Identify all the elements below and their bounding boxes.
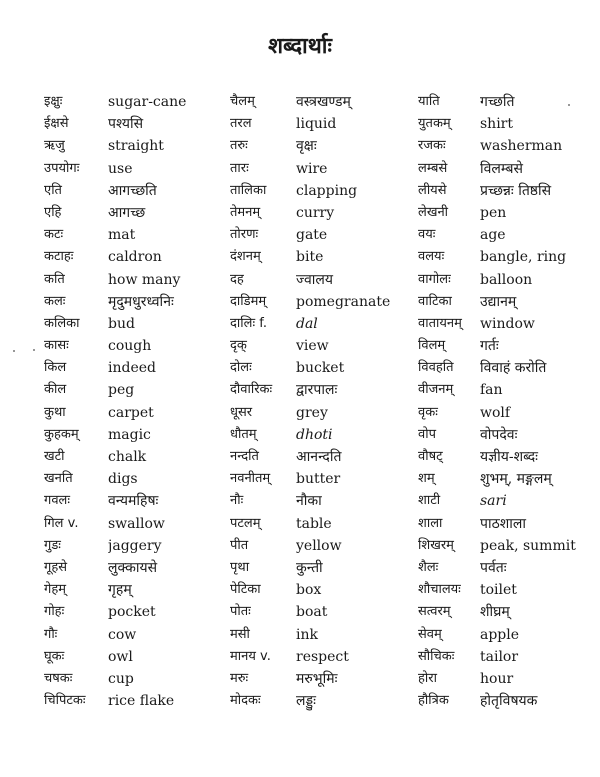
sanskrit-word: उपयोगः [44, 160, 80, 176]
glossary-entry [230, 135, 414, 157]
glossary-entry [230, 424, 414, 446]
word-meaning: respect [296, 648, 349, 665]
glossary-entry [418, 490, 598, 512]
sanskrit-word: गौः [44, 626, 58, 642]
sanskrit-word: पेटिका [230, 582, 261, 598]
word-meaning: magic [108, 426, 151, 443]
sanskrit-word: पीत [230, 537, 249, 553]
glossary-entry [44, 446, 222, 468]
glossary-entry [230, 91, 414, 113]
word-meaning: balloon [480, 271, 533, 288]
word-meaning: होतृविषयक [480, 693, 538, 710]
sanskrit-word: गिल v. [44, 515, 79, 531]
glossary-entry [230, 180, 414, 202]
word-meaning: sari [480, 493, 507, 510]
sanskrit-word: मरुः [230, 670, 249, 686]
glossary-entry [44, 557, 222, 579]
glossary-entry [230, 224, 414, 246]
glossary-entry [230, 357, 414, 379]
glossary-entry [44, 313, 222, 335]
sanskrit-word: धौतम् [230, 426, 257, 442]
word-meaning: mat [108, 227, 136, 244]
word-meaning: पर्वतः [480, 559, 507, 576]
word-meaning: caldron [108, 249, 162, 266]
word-meaning: cow [108, 626, 137, 643]
word-meaning: view [296, 338, 329, 355]
glossary-entry [44, 668, 222, 690]
glossary-entry [418, 579, 598, 601]
glossary-column-1 [44, 91, 222, 712]
sanskrit-word: तारः [230, 160, 249, 176]
glossary-entry [418, 690, 598, 712]
glossary-entry [418, 269, 598, 291]
word-meaning: boat [296, 604, 328, 621]
glossary-entry [418, 180, 598, 202]
word-meaning: bucket [296, 360, 345, 377]
glossary-entry [44, 113, 222, 135]
sanskrit-word: घूकः [44, 648, 65, 664]
sanskrit-word: एहि [44, 204, 62, 220]
glossary-entry [44, 291, 222, 313]
word-meaning: cup [108, 670, 134, 687]
word-meaning: आगच्छति [108, 182, 157, 199]
glossary-entry [44, 601, 222, 623]
glossary-entry [44, 91, 222, 113]
sanskrit-word: वौषट् [418, 449, 443, 464]
word-meaning: वृक्षः [296, 138, 317, 155]
glossary-entry [44, 646, 222, 668]
glossary-entry [44, 180, 222, 202]
glossary-entry [418, 335, 598, 357]
sanskrit-word: मानय v. [230, 648, 271, 664]
glossary-entry [230, 269, 414, 291]
sanskrit-word: गूहसे [44, 559, 68, 575]
glossary-entry [44, 490, 222, 512]
sanskrit-word: वोप [418, 426, 436, 442]
word-meaning: hour [480, 670, 514, 687]
sanskrit-word: कटाहः [44, 249, 74, 265]
word-meaning: indeed [108, 360, 156, 377]
word-meaning: straight [108, 138, 164, 155]
sanskrit-word: तरल [230, 116, 252, 132]
sanskrit-word: पटलम् [230, 515, 261, 531]
glossary-entry [230, 468, 414, 490]
word-meaning: गर्तः [480, 338, 499, 355]
word-meaning: washerman [480, 138, 563, 155]
sanskrit-word: विलम् [418, 338, 446, 354]
sanskrit-word: शम् [418, 471, 435, 487]
glossary-entry [418, 91, 598, 113]
word-meaning: dal [296, 315, 318, 332]
sanskrit-word: लेखनी [418, 204, 449, 220]
sanskrit-word: होरा [418, 670, 437, 686]
word-meaning: swallow [108, 515, 165, 532]
sanskrit-word: कुथा [44, 404, 66, 420]
glossary-entry [418, 135, 598, 157]
sanskrit-word: मसी [230, 626, 250, 642]
sanskrit-word: वयः [418, 227, 436, 243]
sanskrit-word: कटः [44, 227, 64, 243]
glossary-entry [418, 202, 598, 224]
sanskrit-word: वलयः [418, 249, 445, 265]
word-meaning: wire [296, 160, 328, 177]
glossary-entry [44, 335, 222, 357]
glossary-entry [230, 379, 414, 401]
word-meaning: विलम्बसे [480, 160, 523, 177]
word-meaning: clapping [296, 182, 358, 199]
glossary-entry [44, 535, 222, 557]
glossary-entry [418, 557, 598, 579]
sanskrit-word: युतकम् [418, 116, 451, 132]
word-meaning: गच्छति [480, 94, 515, 110]
sanskrit-word: शाला [418, 515, 443, 531]
word-meaning: द्वारपालः [296, 382, 338, 399]
word-meaning: bangle, ring [480, 249, 567, 266]
glossary-entry [44, 513, 222, 535]
sanskrit-word: लम्बसे [418, 160, 448, 176]
glossary-entry [418, 624, 598, 646]
word-meaning: yellow [296, 537, 342, 554]
glossary-entry [44, 402, 222, 424]
word-meaning: आगच्छ [108, 204, 146, 221]
sanskrit-word: शौचालयः [418, 582, 461, 598]
word-meaning: fan [480, 382, 503, 399]
sanskrit-word: रजकः [418, 138, 446, 154]
word-meaning: bud [108, 315, 135, 332]
glossary-column-2 [230, 91, 414, 712]
word-meaning: वन्यमहिषः [108, 493, 159, 510]
glossary-entry [418, 668, 598, 690]
glossary-entry [418, 379, 598, 401]
word-meaning: grey [296, 404, 328, 421]
sanskrit-word: वातायनम् [418, 315, 462, 331]
word-meaning: rice flake [108, 693, 175, 710]
word-meaning: use [108, 160, 133, 177]
word-meaning: age [480, 227, 506, 244]
word-meaning: liquid [296, 116, 337, 133]
word-meaning: गृहम् [108, 582, 132, 599]
sanskrit-word: चिपिटकः [44, 693, 86, 709]
word-meaning: tailor [480, 648, 519, 665]
sanskrit-word: वागोलः [418, 271, 451, 287]
word-meaning: peg [108, 382, 135, 399]
glossary-entry [230, 535, 414, 557]
glossary-entry [44, 379, 222, 401]
glossary-entry [418, 535, 598, 557]
sanskrit-word: पृथा [230, 559, 250, 575]
word-meaning: ज्वालय [296, 271, 334, 288]
sanskrit-word: शैलः [418, 559, 439, 575]
word-meaning: नौका [296, 493, 322, 510]
sanskrit-word: चषकः [44, 670, 73, 686]
word-meaning: कुन्ती [296, 559, 323, 576]
glossary-entry [230, 513, 414, 535]
glossary-entry [230, 202, 414, 224]
glossary-entry [44, 158, 222, 180]
glossary-entry [418, 224, 598, 246]
word-meaning: pocket [108, 604, 156, 621]
word-meaning: pomegranate [296, 293, 391, 310]
word-meaning: प्रच्छन्नः तिष्ठसि [480, 182, 552, 199]
word-meaning: owl [108, 648, 133, 665]
sanskrit-word: ईक्षसे [44, 116, 69, 132]
word-meaning: उद्यानम् [480, 293, 517, 310]
word-meaning: आनन्दति [296, 449, 342, 465]
sanskrit-word: वाटिका [418, 293, 452, 309]
glossary-entry [230, 158, 414, 180]
sanskrit-word: खटी [44, 449, 65, 464]
page-title: शब्दार्थाः [268, 34, 332, 59]
word-meaning: वस्त्रखण्डम् [296, 94, 351, 110]
word-meaning: jaggery [108, 537, 162, 554]
sanskrit-word: नौः [230, 493, 244, 509]
sanskrit-word: नवनीतम् [230, 471, 271, 487]
sanskrit-word: गेहम् [44, 582, 66, 598]
glossary-entry [418, 468, 598, 490]
sanskrit-word: तालिका [230, 182, 267, 198]
sanskrit-word: विवहति [418, 360, 454, 376]
word-meaning: शीघ्रम् [480, 604, 510, 621]
sanskrit-word: कति [44, 271, 65, 287]
glossary-entry [418, 513, 598, 535]
sanskrit-word: याति [418, 94, 440, 109]
word-meaning: पश्यसि [108, 116, 144, 133]
sanskrit-word: दाडिमम् [230, 293, 267, 309]
glossary-entry [418, 601, 598, 623]
sanskrit-word: कील [44, 382, 67, 398]
glossary-entry [44, 579, 222, 601]
sanskrit-word: धूसर [230, 404, 253, 420]
sanskrit-word: तेमनम् [230, 204, 261, 220]
word-meaning: shirt [480, 116, 513, 133]
sanskrit-word: इक्षुः [44, 94, 63, 109]
word-meaning: chalk [108, 449, 147, 465]
word-meaning: वोपदेवः [480, 426, 518, 443]
speck-mark [33, 349, 35, 351]
word-meaning: ink [296, 626, 318, 643]
glossary-entry [230, 557, 414, 579]
glossary-entry [230, 291, 414, 313]
sanskrit-word: शाटी [418, 493, 441, 509]
sanskrit-word: दंशनम् [230, 249, 261, 265]
word-meaning: पाठशाला [480, 515, 526, 532]
word-meaning: मरुभूमिः [296, 670, 338, 687]
word-meaning: wolf [480, 404, 511, 421]
glossary-entry [230, 246, 414, 268]
sanskrit-word: तोरणः [230, 227, 259, 243]
sanskrit-word: चैलम् [230, 94, 255, 109]
glossary-entry [44, 690, 222, 712]
glossary-entry [230, 668, 414, 690]
sanskrit-word: दृक् [230, 338, 247, 354]
glossary-entry [418, 313, 598, 335]
glossary-entry [230, 646, 414, 668]
glossary-entry [418, 446, 598, 468]
word-meaning: sugar-cane [108, 94, 187, 110]
word-meaning: toilet [480, 582, 517, 599]
sanskrit-word: गोहः [44, 604, 65, 620]
sanskrit-word: हौत्रिक [418, 693, 449, 709]
sanskrit-word: सौचिकः [418, 648, 455, 664]
word-meaning: curry [296, 204, 335, 221]
word-meaning: window [480, 315, 535, 332]
sanskrit-word: पोतः [230, 604, 251, 620]
glossary-entry [418, 158, 598, 180]
sanskrit-word: खनति [44, 471, 73, 487]
sanskrit-word: कलिका [44, 315, 80, 331]
sanskrit-word: सेवम् [418, 626, 442, 642]
sanskrit-word: मोदकः [230, 693, 261, 709]
sanskrit-word: कुहकम् [44, 426, 79, 442]
word-meaning: table [296, 515, 332, 532]
glossary-entry [44, 224, 222, 246]
sanskrit-word: किल [44, 360, 67, 376]
glossary-entry [418, 291, 598, 313]
word-meaning: शुभम्, मङ्गलम् [480, 471, 552, 488]
word-meaning: मृदुमधुरध्वनिः [108, 293, 174, 310]
glossary-entry [230, 402, 414, 424]
word-meaning: विवाहं करोति [480, 360, 547, 377]
glossary-entry [44, 269, 222, 291]
word-meaning: cough [108, 338, 152, 355]
word-meaning: यज्ञीय-शब्दः [480, 449, 539, 465]
glossary-entry [230, 490, 414, 512]
word-meaning: how many [108, 271, 181, 288]
sanskrit-word: गुडः [44, 537, 61, 553]
glossary-entry [230, 690, 414, 712]
word-meaning: butter [296, 471, 341, 488]
word-meaning: apple [480, 626, 520, 643]
sanskrit-word: नन्दति [230, 449, 259, 464]
glossary-entry [44, 624, 222, 646]
glossary-entry [418, 402, 598, 424]
glossary-entry [44, 202, 222, 224]
glossary-entry [44, 468, 222, 490]
glossary-entry [418, 357, 598, 379]
glossary-column-3 [418, 91, 598, 712]
glossary-entry [44, 246, 222, 268]
word-meaning: box [296, 582, 322, 599]
sanskrit-word: वृकः [418, 404, 438, 420]
sanskrit-word: लीयसे [418, 182, 447, 198]
word-meaning: bite [296, 249, 324, 266]
sanskrit-word: कासः [44, 338, 69, 354]
glossary-entry [230, 601, 414, 623]
glossary-entry [418, 646, 598, 668]
sanskrit-word: दालिः f. [230, 315, 267, 331]
glossary-entry [418, 424, 598, 446]
glossary-entry [230, 624, 414, 646]
glossary-entry [230, 313, 414, 335]
sanskrit-word: गवलः [44, 493, 70, 509]
word-meaning: peak, summit [480, 537, 576, 554]
word-meaning: pen [480, 204, 507, 221]
sanskrit-word: शिखरम् [418, 537, 454, 553]
glossary-entry [230, 446, 414, 468]
glossary-entry [418, 113, 598, 135]
glossary-entry [230, 579, 414, 601]
word-meaning: लड्डुः [296, 693, 316, 710]
sanskrit-word: तरुः [230, 138, 248, 154]
sanskrit-word: ऋजु [44, 138, 65, 154]
glossary-entry [230, 335, 414, 357]
glossary-entry [44, 135, 222, 157]
sanskrit-word: दौवारिकः [230, 382, 273, 398]
glossary-entry [230, 113, 414, 135]
word-meaning: dhoti [296, 426, 333, 443]
sanskrit-word: दह [230, 271, 244, 287]
word-meaning: gate [296, 227, 328, 244]
word-meaning: carpet [108, 404, 154, 421]
sanskrit-word: कलः [44, 293, 66, 309]
word-meaning: लुक्कायसे [108, 559, 158, 576]
glossary-entry [44, 424, 222, 446]
glossary-entry [44, 357, 222, 379]
word-meaning: digs [108, 471, 138, 488]
speck-mark [13, 350, 15, 352]
sanskrit-word: एति [44, 182, 62, 198]
sanskrit-word: सत्वरम् [418, 604, 451, 620]
sanskrit-word: दोलः [230, 360, 252, 376]
glossary-entry [418, 246, 598, 268]
sanskrit-word: वीजनम् [418, 382, 454, 398]
speck-mark [568, 104, 570, 106]
